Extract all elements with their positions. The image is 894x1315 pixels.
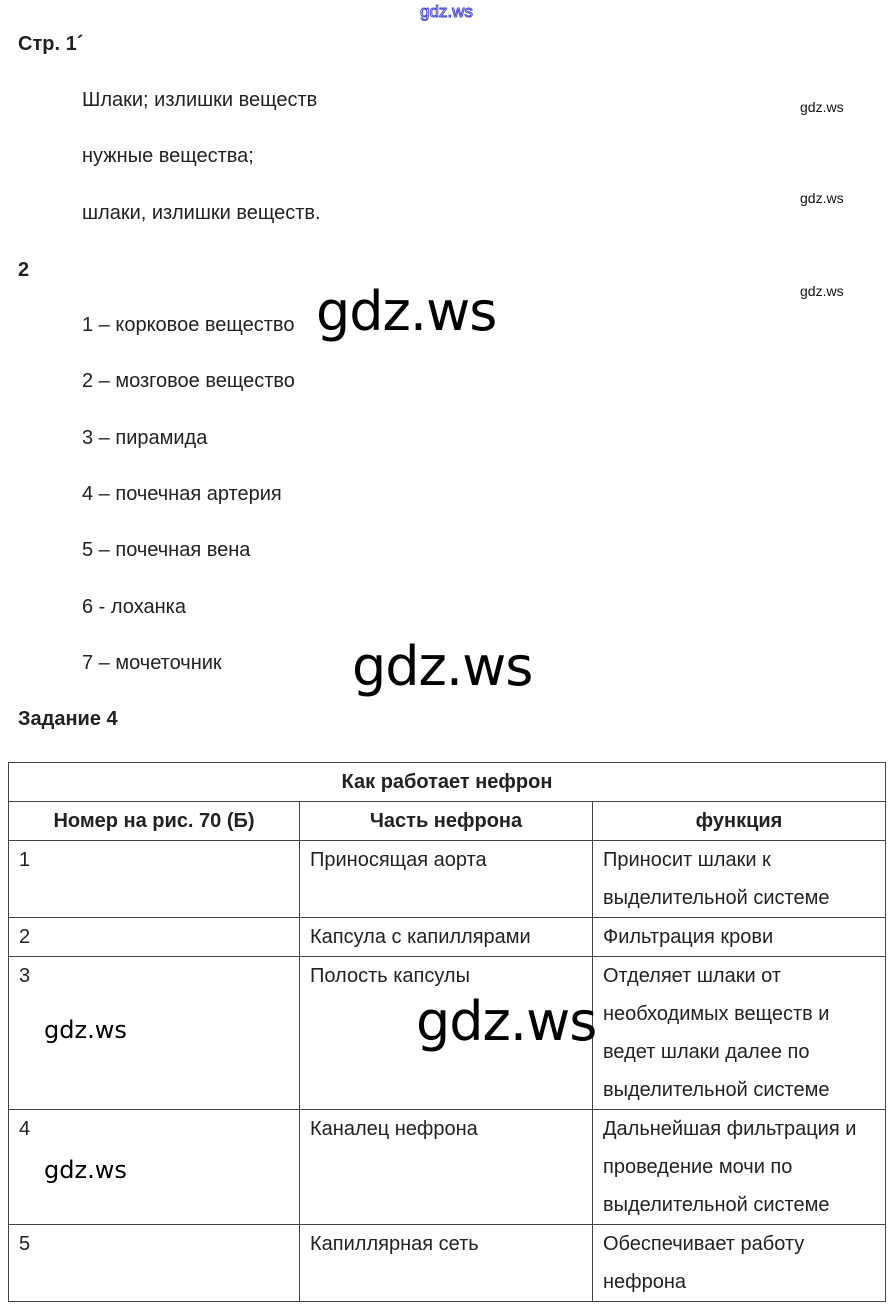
table-row bbox=[9, 841, 886, 918]
watermark: gdz.ws bbox=[800, 190, 844, 206]
table-cell: Полость капсулы bbox=[300, 957, 593, 1110]
watermark-top: gdz.ws bbox=[420, 2, 473, 21]
watermark: gdz.ws bbox=[800, 99, 844, 115]
kidney-part-item: 3 – пирамида bbox=[82, 427, 208, 449]
kidney-part-item: 5 – почечная вена bbox=[82, 539, 251, 561]
table-cell: Дальнейшая фильтрация и проведение мочи по выделительной системе bbox=[593, 1110, 886, 1225]
watermark: gdz.ws bbox=[316, 280, 497, 343]
table-cell: 5 bbox=[9, 1225, 300, 1302]
table-cell: Капиллярная сеть bbox=[300, 1225, 593, 1302]
section-title-2: 2 bbox=[18, 259, 30, 281]
table-cell: 4 bbox=[9, 1110, 300, 1225]
column-header: Часть нефрона bbox=[300, 802, 593, 841]
watermark: gdz.ws bbox=[800, 283, 844, 299]
table-cell: Приносит шлаки к выделительной системе bbox=[593, 841, 886, 918]
table-cell: 1 bbox=[9, 841, 300, 918]
watermark: gdz.ws bbox=[44, 1156, 127, 1184]
table-row bbox=[9, 1110, 886, 1225]
kidney-part-item: 4 – почечная артерия bbox=[82, 483, 282, 505]
table-row bbox=[9, 1225, 886, 1302]
table-cell: Фильтрация крови bbox=[593, 918, 886, 957]
column-header: функция bbox=[593, 802, 886, 841]
watermark: gdz.ws bbox=[416, 990, 597, 1053]
answer-line: Шлаки; излишки веществ bbox=[82, 89, 318, 111]
answer-line: шлаки, излишки веществ. bbox=[82, 202, 321, 224]
answer-line: нужные вещества; bbox=[82, 145, 254, 167]
kidney-part-item: 7 – мочеточник bbox=[82, 652, 222, 674]
section-title-task4: Задание 4 bbox=[18, 708, 118, 730]
table-cell: Капсула с капиллярами bbox=[300, 918, 593, 957]
kidney-part-item: 1 – корковое вещество bbox=[82, 314, 295, 336]
watermark: gdz.ws bbox=[352, 635, 533, 698]
table-cell: 2 bbox=[9, 918, 300, 957]
column-header: Номер на рис. 70 (Б) bbox=[9, 802, 300, 841]
kidney-part-item: 2 – мозговое вещество bbox=[82, 370, 295, 392]
table-cell: Каналец нефрона bbox=[300, 1110, 593, 1225]
table-caption: Как работает нефрон bbox=[9, 763, 886, 802]
table-cell: Отделяет шлаки от необходимых веществ и ведет шлаки далее по выделительной системе bbox=[593, 957, 886, 1110]
watermark: gdz.ws bbox=[44, 1016, 127, 1044]
table-cell: 3 bbox=[9, 957, 300, 1110]
kidney-part-item: 6 - лоханка bbox=[82, 596, 186, 618]
section-title-page: Стр. 1´ bbox=[18, 33, 84, 55]
table-cell: Приносящая аорта bbox=[300, 841, 593, 918]
table-cell: Обеспечивает работу нефрона bbox=[593, 1225, 886, 1302]
table-row bbox=[9, 918, 886, 957]
